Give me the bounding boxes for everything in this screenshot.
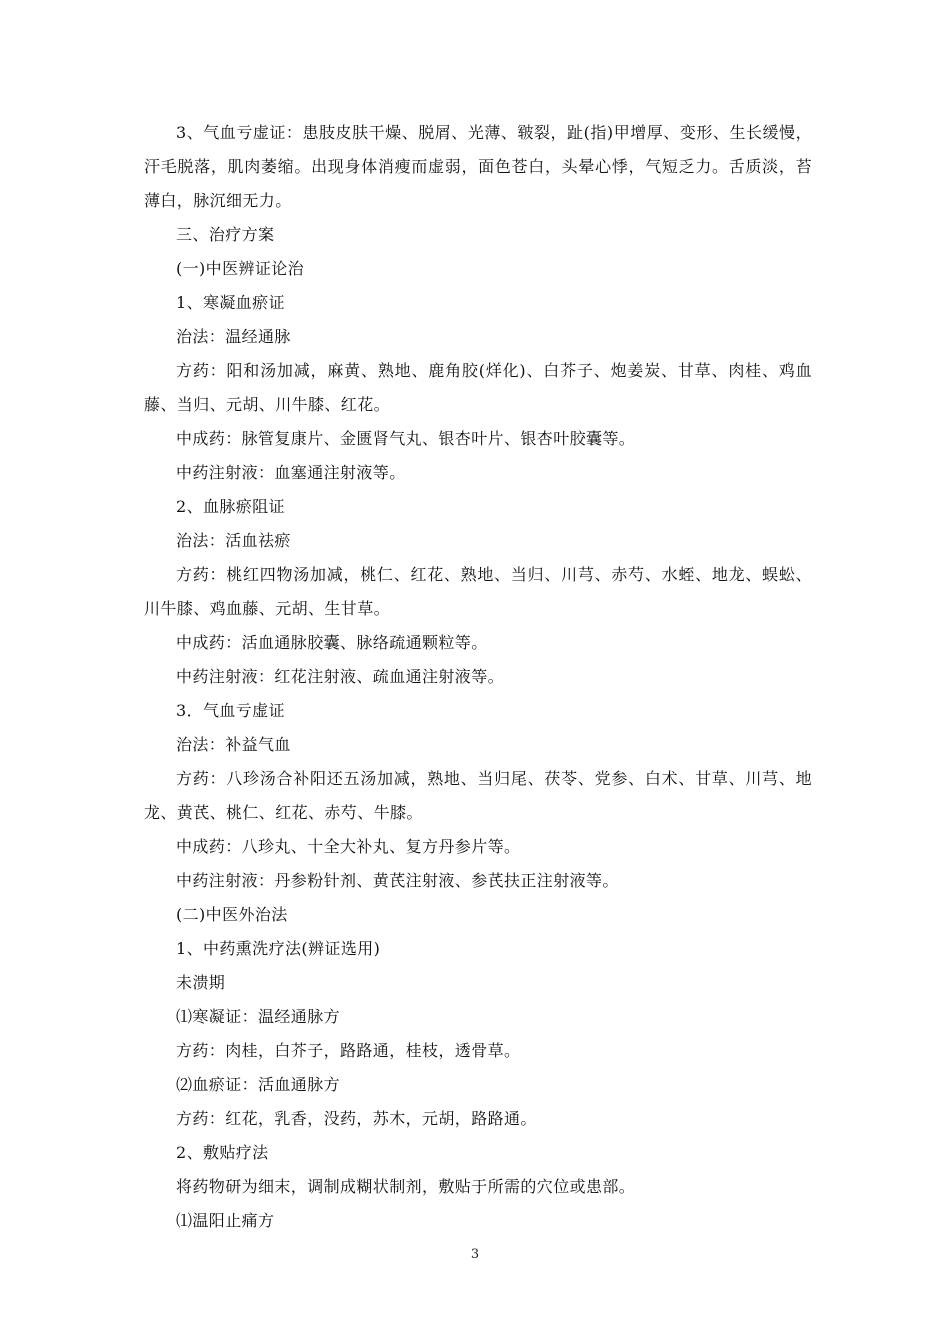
paragraph-prescription: 方药：肉桂，白芥子，路路通，桂枝，透骨草。 bbox=[176, 1041, 521, 1060]
paragraph-patent-medicine: 中成药：八珍丸、十全大补丸、复方丹参片等。 bbox=[176, 837, 521, 856]
paragraph-treatment-method: 治法：活血祛瘀 bbox=[176, 531, 291, 550]
paragraph-patent-medicine: 中成药：脉管复康片、金匮肾气丸、银杏叶片、银杏叶胶囊等。 bbox=[176, 429, 636, 448]
paragraph-patent-medicine: 中成药：活血通脉胶囊、脉络疏通颗粒等。 bbox=[176, 633, 488, 652]
paragraph-prescription: 方药：红花，乳香，没药，苏木，元胡，路路通。 bbox=[176, 1109, 537, 1128]
heading-fumigation-therapy: 1、中药熏洗疗法(辨证选用) bbox=[176, 939, 381, 958]
heading-application-therapy: 2、敷贴疗法 bbox=[176, 1143, 269, 1162]
heading-qi-blood-deficiency: 3．气血亏虚证 bbox=[176, 701, 285, 720]
paragraph-cold-syndrome-formula: ⑴寒凝证：温经通脉方 bbox=[176, 1007, 341, 1026]
paragraph-injection: 中药注射液：红花注射液、疏血通注射液等。 bbox=[176, 667, 505, 686]
heading-treatment-plan: 三、治疗方案 bbox=[176, 225, 275, 244]
paragraph-warming-yang-formula: ⑴温阳止痛方 bbox=[176, 1211, 275, 1230]
paragraph-treatment-method: 治法：补益气血 bbox=[176, 735, 291, 754]
heading-tcm-syndrome-treatment: (一)中医辨证论治 bbox=[176, 259, 305, 278]
page-number: 3 bbox=[470, 1247, 480, 1262]
paragraph-application-description: 将药物研为细末，调制成糊状制剂，敷贴于所需的穴位或患部。 bbox=[176, 1177, 636, 1196]
paragraph-unulcerated-stage: 未溃期 bbox=[176, 973, 226, 992]
paragraph-stasis-syndrome-formula: ⑵血瘀证：活血通脉方 bbox=[176, 1075, 341, 1094]
heading-cold-blood-stasis: 1、寒凝血瘀证 bbox=[176, 293, 285, 312]
paragraph-prescription: 方药：八珍汤合补阳还五汤加减，熟地、当归尾、茯苓、党参、白术、甘草、川芎、地龙、黄芪、桃仁、红花、赤芍、牛膝。 bbox=[144, 769, 812, 822]
paragraph-treatment-method: 治法：温经通脉 bbox=[176, 327, 291, 346]
heading-external-treatment: (二)中医外治法 bbox=[176, 905, 288, 924]
paragraph-qixue-kuxu-symptoms: 3、气血亏虚证：患肢皮肤干燥、脱屑、光薄、皲裂，趾(指)甲增厚、变形、生长缓慢，汗毛脱落，肌肉萎缩。出现身体消瘦而虚弱，面色苍白，头晕心悸，气短乏力。舌质淡，苔薄白，脉沉细无力。 bbox=[144, 123, 812, 210]
paragraph-prescription: 方药：桃红四物汤加减，桃仁、红花、熟地、当归、川芎、赤芍、水蛭、地龙、蜈蚣、川牛膝、鸡血藤、元胡、生甘草。 bbox=[144, 565, 812, 618]
heading-blood-vessel-stasis: 2、血脉瘀阻证 bbox=[176, 497, 285, 516]
document-body bbox=[144, 116, 812, 1238]
paragraph-injection: 中药注射液：血塞通注射液等。 bbox=[176, 463, 406, 482]
paragraph-injection: 中药注射液：丹参粉针剂、黄芪注射液、参芪扶正注射液等。 bbox=[176, 871, 619, 890]
paragraph-prescription: 方药：阳和汤加减，麻黄、熟地、鹿角胶(烊化)、白芥子、炮姜炭、甘草、肉桂、鸡血藤、当归、元胡、川牛膝、红花。 bbox=[144, 361, 812, 414]
